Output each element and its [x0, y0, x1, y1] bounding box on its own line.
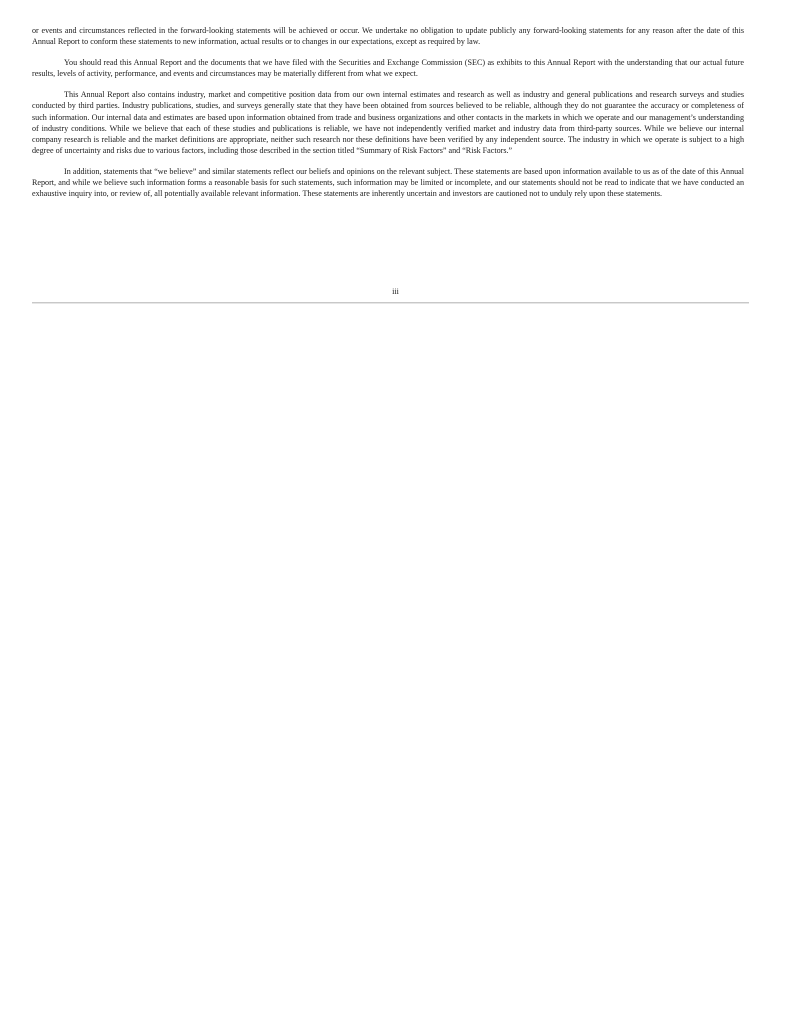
document-body: [32, 25, 744, 199]
paragraph-read-annual-report: You should read this Annual Report and the documents that we have filed with the Securities and Exchange Commission (SEC) as exhibits to this Annual Report with the understanding that our actual future results, levels of activity, performance, and events and circumstances may be materially different from what we expect.: [32, 58, 744, 79]
paragraph-forward-looking-continuation: or events and circumstances reflected in the forward-looking statements will be achieved or occur. We undertake no obligation to update publicly any forward-looking statements for any reason after the date of this Annual Report to conform these statements to new information, actual results or to changes in our expectations, except as required by law.: [32, 26, 744, 47]
page-number: iii: [392, 287, 399, 296]
paragraph-industry-market-data: This Annual Report also contains industry, market and competitive position data from our own internal estimates and research as well as industry and general publications and research surveys and studies conducted by third parties. Industry publications, studies, and surveys generally state that they have been obtained from sources believed to be reliable, although they do not guarantee the accuracy or completeness of such information. Our internal data and estimates are based upon information obtained from trade and business organizations and other contacts in the markets in which we operate and our management’s understanding of industry conditions. While we believe that each of these studies and publications is reliable, we have not independently verified market and industry data from third-party sources. While we believe our internal company research is reliable and the market definitions are appropriate, neither such research nor these definitions have been verified by any independent source. The industry in which we operate is subject to a high degree of uncertainty and risks due to various factors, including those described in the section titled “Summary of Risk Factors” and “Risk Factors.”: [32, 90, 744, 155]
paragraph-we-believe-statements: In addition, statements that “we believe” and similar statements reflect our beliefs and opinions on the relevant subject. These statements are based upon information available to us as of the date of this Annual Report, and while we believe such information forms a reasonable basis for such statements, such information may be limited or incomplete, and our statements should not be read to indicate that we have conducted an exhaustive inquiry into, or review of, all potentially available relevant information. These statements are inherently uncertain and investors are cautioned not to unduly rely upon these statements.: [32, 166, 744, 199]
page-divider: [32, 302, 749, 304]
